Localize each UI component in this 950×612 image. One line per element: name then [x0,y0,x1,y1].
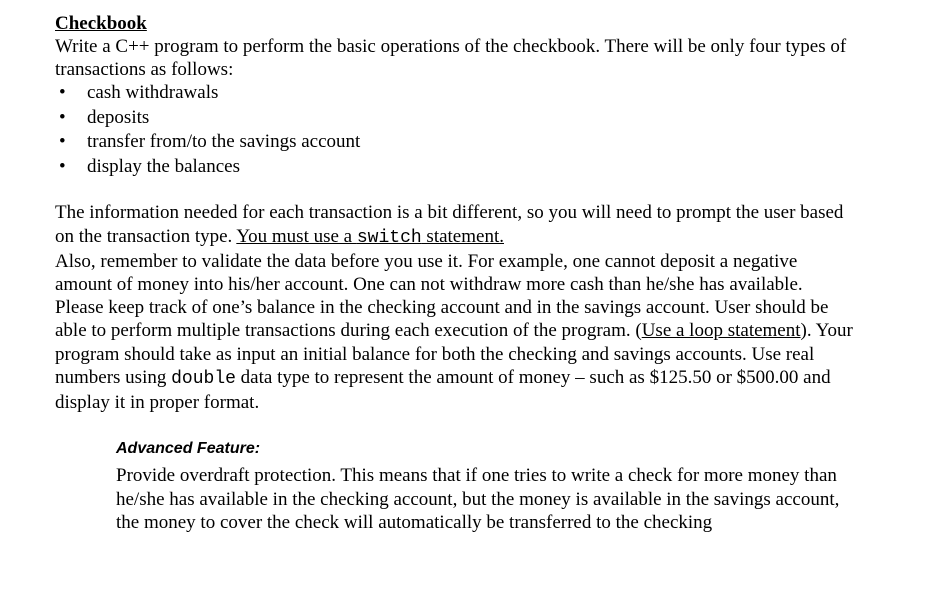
list-item-text: display the balances [87,155,241,177]
validation-paragraph [55,250,855,414]
advanced-feature-section [116,439,856,535]
transaction-info-text: The information needed for each transaction is a bit different, so you will need to prompt the user based on the transaction type. [55,202,844,247]
money-format-text: data type to represent the amount of money – such as $125.50 or $500.00 and display it in proper format. [55,366,831,414]
balance-input-text: ). Your program should take as input an initial balance for both the checking and savings accounts. Use real numbers using [55,320,853,388]
paragraph-spacer [55,179,855,201]
transaction-type-list [55,81,855,179]
bullet-icon: • [59,106,66,128]
intro-paragraph: Write a C++ program to perform the basic operations of the checkbook. There will be only four types of transactions as follows: [55,36,847,81]
transaction-info-paragraph [55,201,855,249]
list-item-text: cash withdrawals [87,82,219,104]
list-item-text: deposits [87,106,150,128]
list-item [55,106,855,131]
switch-requirement: You must use a switch statement. [236,225,504,248]
bullet-icon: • [59,131,66,153]
document-title: Checkbook [55,13,147,34]
advanced-feature-text: Provide overdraft protection. This means that if one tries to write a check for more money than he/she has available in the checking account, but the money is available in the savings account, the money to cover the check will automatically be transferred to the checking [116,465,840,533]
switch-keyword: switch [356,227,422,248]
document-body [55,12,855,414]
list-item [55,155,855,180]
bullet-icon: • [59,82,66,104]
list-item [55,81,855,106]
advanced-feature-heading: Advanced Feature: [116,440,261,457]
loop-requirement: Use a loop statement [641,320,801,342]
double-keyword: double [171,368,236,389]
list-item-text: transfer from/to the savings account [87,131,361,153]
list-item [55,130,855,155]
bullet-icon: • [59,155,66,177]
validation-text: Also, remember to validate the data before you use it. For example, one cannot deposit a negative amount of money into his/her account. One can not withdraw more cash than he/she has available. Please keep track of one’s balance in the checking account and in the savings account. User should be able to perform multiple transactions during each execution of the program. ( [55,250,829,342]
